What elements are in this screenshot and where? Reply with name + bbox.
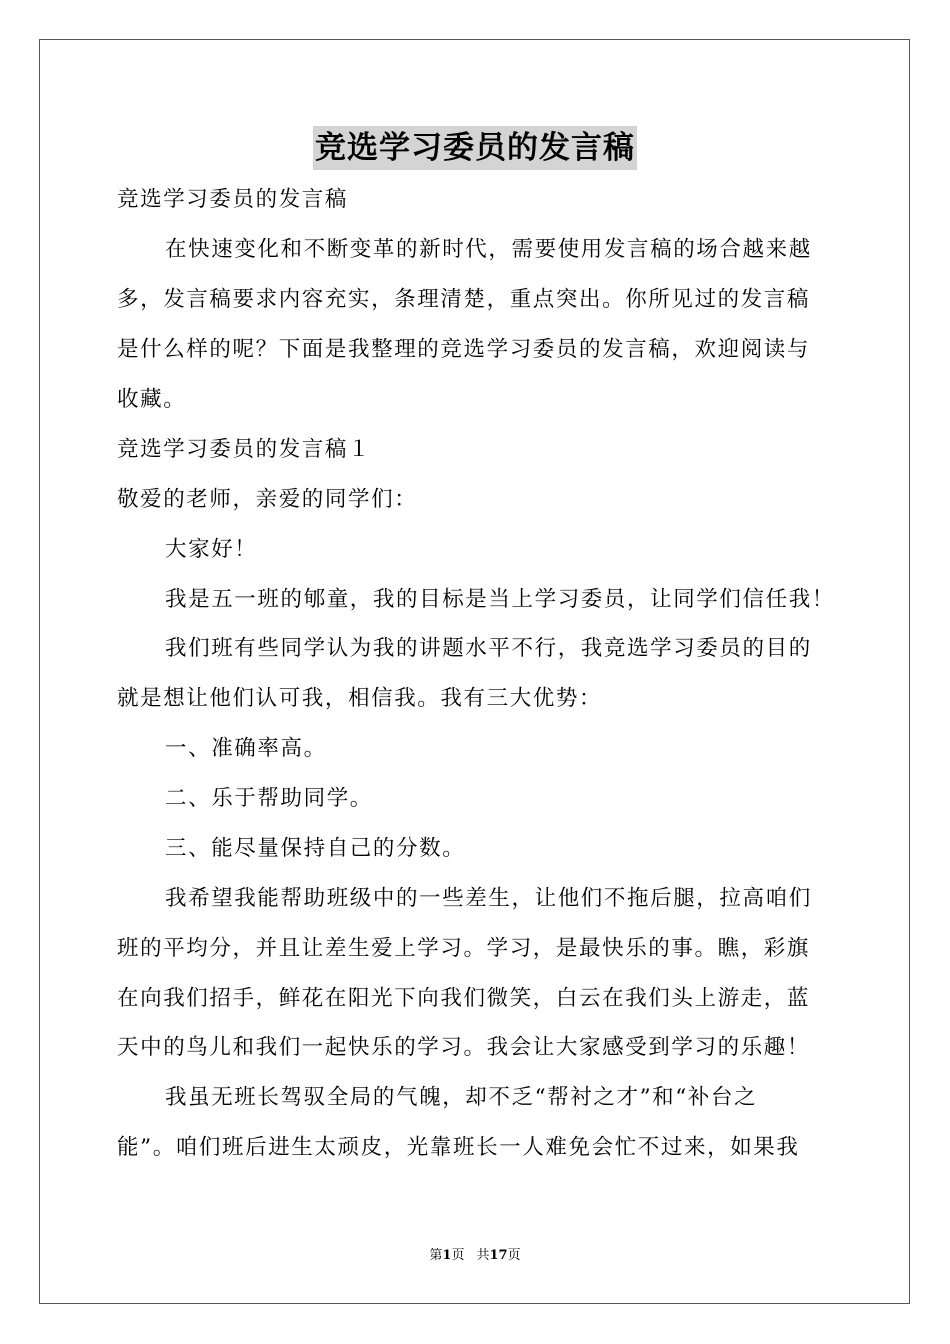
paragraph-line: 在快速变化和不断变革的新时代，需要使用发言稿的场合越来越 [165, 237, 812, 262]
list-item: 二、乐于帮助同学。 [165, 786, 373, 811]
paragraph-line: 就是想让他们认可我，相信我。我有三大优势： [117, 686, 603, 711]
paragraph-line: 多，发言稿要求内容充实，条理清楚，重点突出。你所见过的发言稿 [117, 287, 811, 312]
title-container [0, 126, 950, 170]
paragraph-line: 我希望我能帮助班级中的一些差生，让他们不拖后腿，拉高咱们 [165, 886, 812, 911]
paragraph-line: 班的平均分，并且让差生爱上学习。学习，是最快乐的事。瞧，彩旗 [117, 936, 811, 961]
greeting-line: 大家好！ [165, 537, 258, 562]
total-pages: 17 [489, 1248, 508, 1263]
total-suffix: 页 [507, 1248, 521, 1263]
paragraph-line: 天中的鸟儿和我们一起快乐的学习。我会让大家感受到学习的乐趣！ [117, 1035, 811, 1060]
page-prefix: 第 [429, 1248, 443, 1263]
paragraph-line: 我是五一班的郇童，我的目标是当上学习委员，让同学们信任我！ [165, 587, 835, 612]
page-suffix: 页 [451, 1248, 465, 1263]
list-item: 一、准确率高。 [165, 736, 327, 761]
subtitle-line: 竞选学习委员的发言稿 [117, 187, 349, 212]
page-number: 1 [442, 1248, 452, 1263]
paragraph-line: 收藏。 [117, 387, 187, 412]
document-title: 竞选学习委员的发言稿 [313, 126, 637, 170]
total-prefix: 共 [476, 1248, 490, 1263]
paragraph-line: 在向我们招手，鲜花在阳光下向我们微笑，白云在我们头上游走，蓝 [117, 986, 811, 1011]
paragraph-line: 是什么样的呢？下面是我整理的竞选学习委员的发言稿，欢迎阅读与 [117, 337, 811, 362]
page-border [39, 39, 910, 1304]
list-item: 三、能尽量保持自己的分数。 [165, 836, 466, 861]
section-heading: 竞选学习委员的发言稿１ [117, 437, 372, 462]
paragraph-line: 我虽无班长驾驭全局的气魄，却不乏“帮衬之才”和“补台之 [165, 1085, 758, 1110]
page-footer [0, 1247, 950, 1265]
paragraph-line: 我们班有些同学认为我的讲题水平不行，我竞选学习委员的目的 [165, 636, 812, 661]
salutation-line: 敬爱的老师，亲爱的同学们： [117, 487, 418, 512]
paragraph-line: 能”。咱们班后进生太顽皮，光靠班长一人难免会忙不过来，如果我 [117, 1135, 800, 1160]
